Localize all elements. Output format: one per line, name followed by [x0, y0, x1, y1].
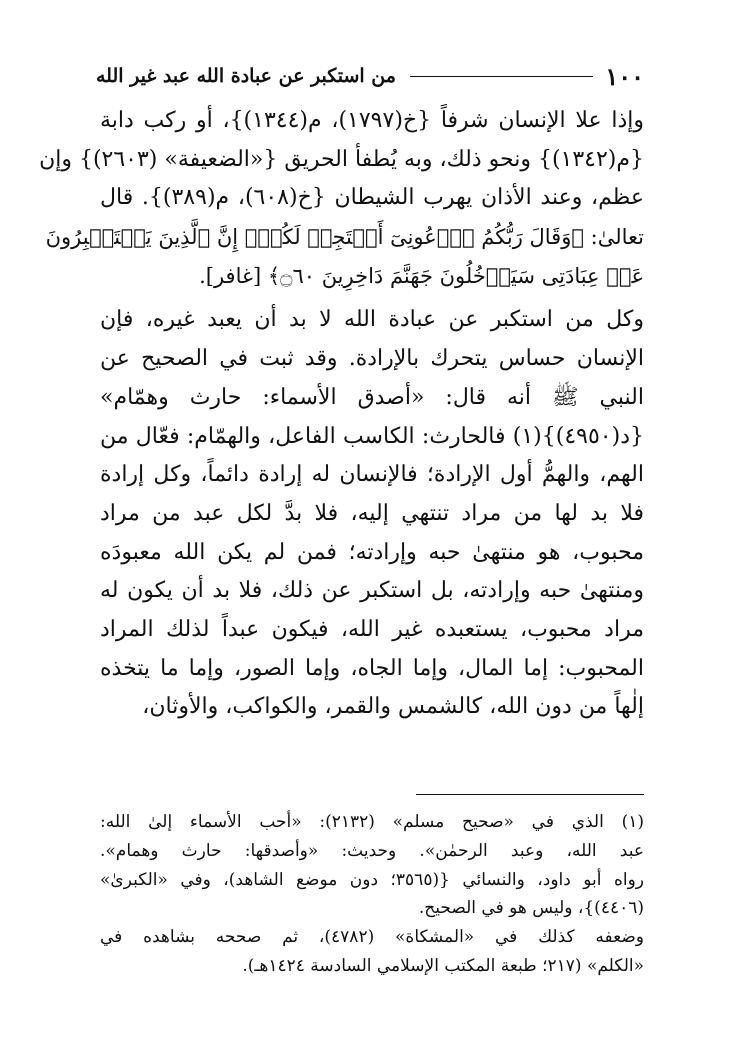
text-line: الإنسان حساس يتحرك بالإرادة. وقد ثبت في الصحيح عن	[100, 346, 644, 372]
footnote-line: رواه أبو داود، والنسائي {(٣٥٦٥؛ دون موضع الشاهد)، وفي «الكبرىٰ»	[100, 869, 644, 890]
text-line: {د(٤٩٥٠)}(١) فالحارث: الكاسب الفاعل، والهمّام: فعّال من	[100, 423, 644, 449]
quran-verse-line: تعالىٰ: ﴿وَقَالَ رَبُّكُمُ ٱدۡعُونِىٓ أَسۡتَجِبۡ لَكُمۡۚ إِنَّ ٱلَّذِينَ يَسۡتَكۡبِرُونَ	[45, 225, 644, 250]
main-text	[39, 102, 644, 727]
text-line: وإذا علا الإنسان شرفاً {خ(١٧٩٧)، م(١٣٤٤)}، أو ركب دابة	[100, 108, 644, 133]
footnote-text: الذي في «صحيح مسلم» (٢١٣٢): «أحب الأسماء إلىٰ الله:	[100, 812, 604, 832]
chapter-title: من استكبر عن عبادة الله عبد غير الله	[96, 65, 396, 87]
page-number: ١٠٠	[605, 61, 644, 91]
quran-verse-line: عَنۡ عِبَادَتِى سَيَدۡخُلُونَ جَهَنَّمَ دَاخِرِينَ ۝٦٠﴾ [غافر].	[199, 263, 644, 288]
hadith-line: النبي ﷺ أنه قال: «أصدق الأسماء: حارث وهمّام»	[100, 384, 644, 410]
footnote-line: وضعفه كذلك في «المشكاة» (٤٧٨٢)، ثم صححه بشاهده في	[100, 927, 644, 948]
footnote	[100, 808, 644, 981]
text-line: محبوب، هو منتهىٰ حبه وإرادته؛ فمن لم يكن الله معبودَه	[100, 539, 644, 565]
footnote-marker: (١)	[621, 812, 644, 832]
header-rule	[410, 76, 593, 77]
running-header	[96, 56, 644, 96]
text-line: وكل من استكبر عن عبادة الله لا بد أن يعبد غيره، فإن	[100, 307, 644, 333]
text-line: المحبوب: إما المال، وإما الجاه، وإما الصور، وإما ما يتخذه	[100, 655, 644, 681]
footnote-line: (٤٤٠٦)}، وليس هو في الصحيح.	[418, 898, 644, 919]
text-line: {م(١٣٤٢)} ونحو ذلك، وبه يُطفأ الحريق {«الضعيفة» (٢٦٠٣)} وإن	[39, 146, 644, 172]
text-line: الهم، والهمُّ أول الإرادة؛ فالإنسان له إرادة دائماً، وكل إرادة	[100, 462, 644, 488]
text-line: عظم، وعند الأذان يهرب الشيطان {خ(٦٠٨)، م(٣٨٩)}. قال	[100, 185, 644, 211]
text-line: ومنتهىٰ حبه وإرادته، بل استكبر عن ذلك، فلا بد أن يكون له	[100, 578, 644, 604]
footnote-line: عبد الله، وعبد الرحمٰن». وحديث: «وأصدقها: حارث وهمام».	[100, 840, 644, 861]
footnote-line	[100, 808, 644, 837]
footnote-line: «الكلم» (٢١٧؛ طبعة المكتب الإسلامي السادسة ١٤٢٤هـ).	[242, 955, 644, 976]
text-line: مراد محبوب، يستعبده غير الله، فيكون عبداً لذلك المراد	[100, 616, 644, 642]
text-line: إلٰهاً من دون الله، كالشمس والقمر، والكواكب، والأوثان،	[142, 694, 644, 720]
footnote-separator	[416, 794, 644, 795]
text-line: فلا بد لها من مراد تنتهي إليه، فلا بدَّ لكل عبد من مراد	[100, 500, 644, 526]
